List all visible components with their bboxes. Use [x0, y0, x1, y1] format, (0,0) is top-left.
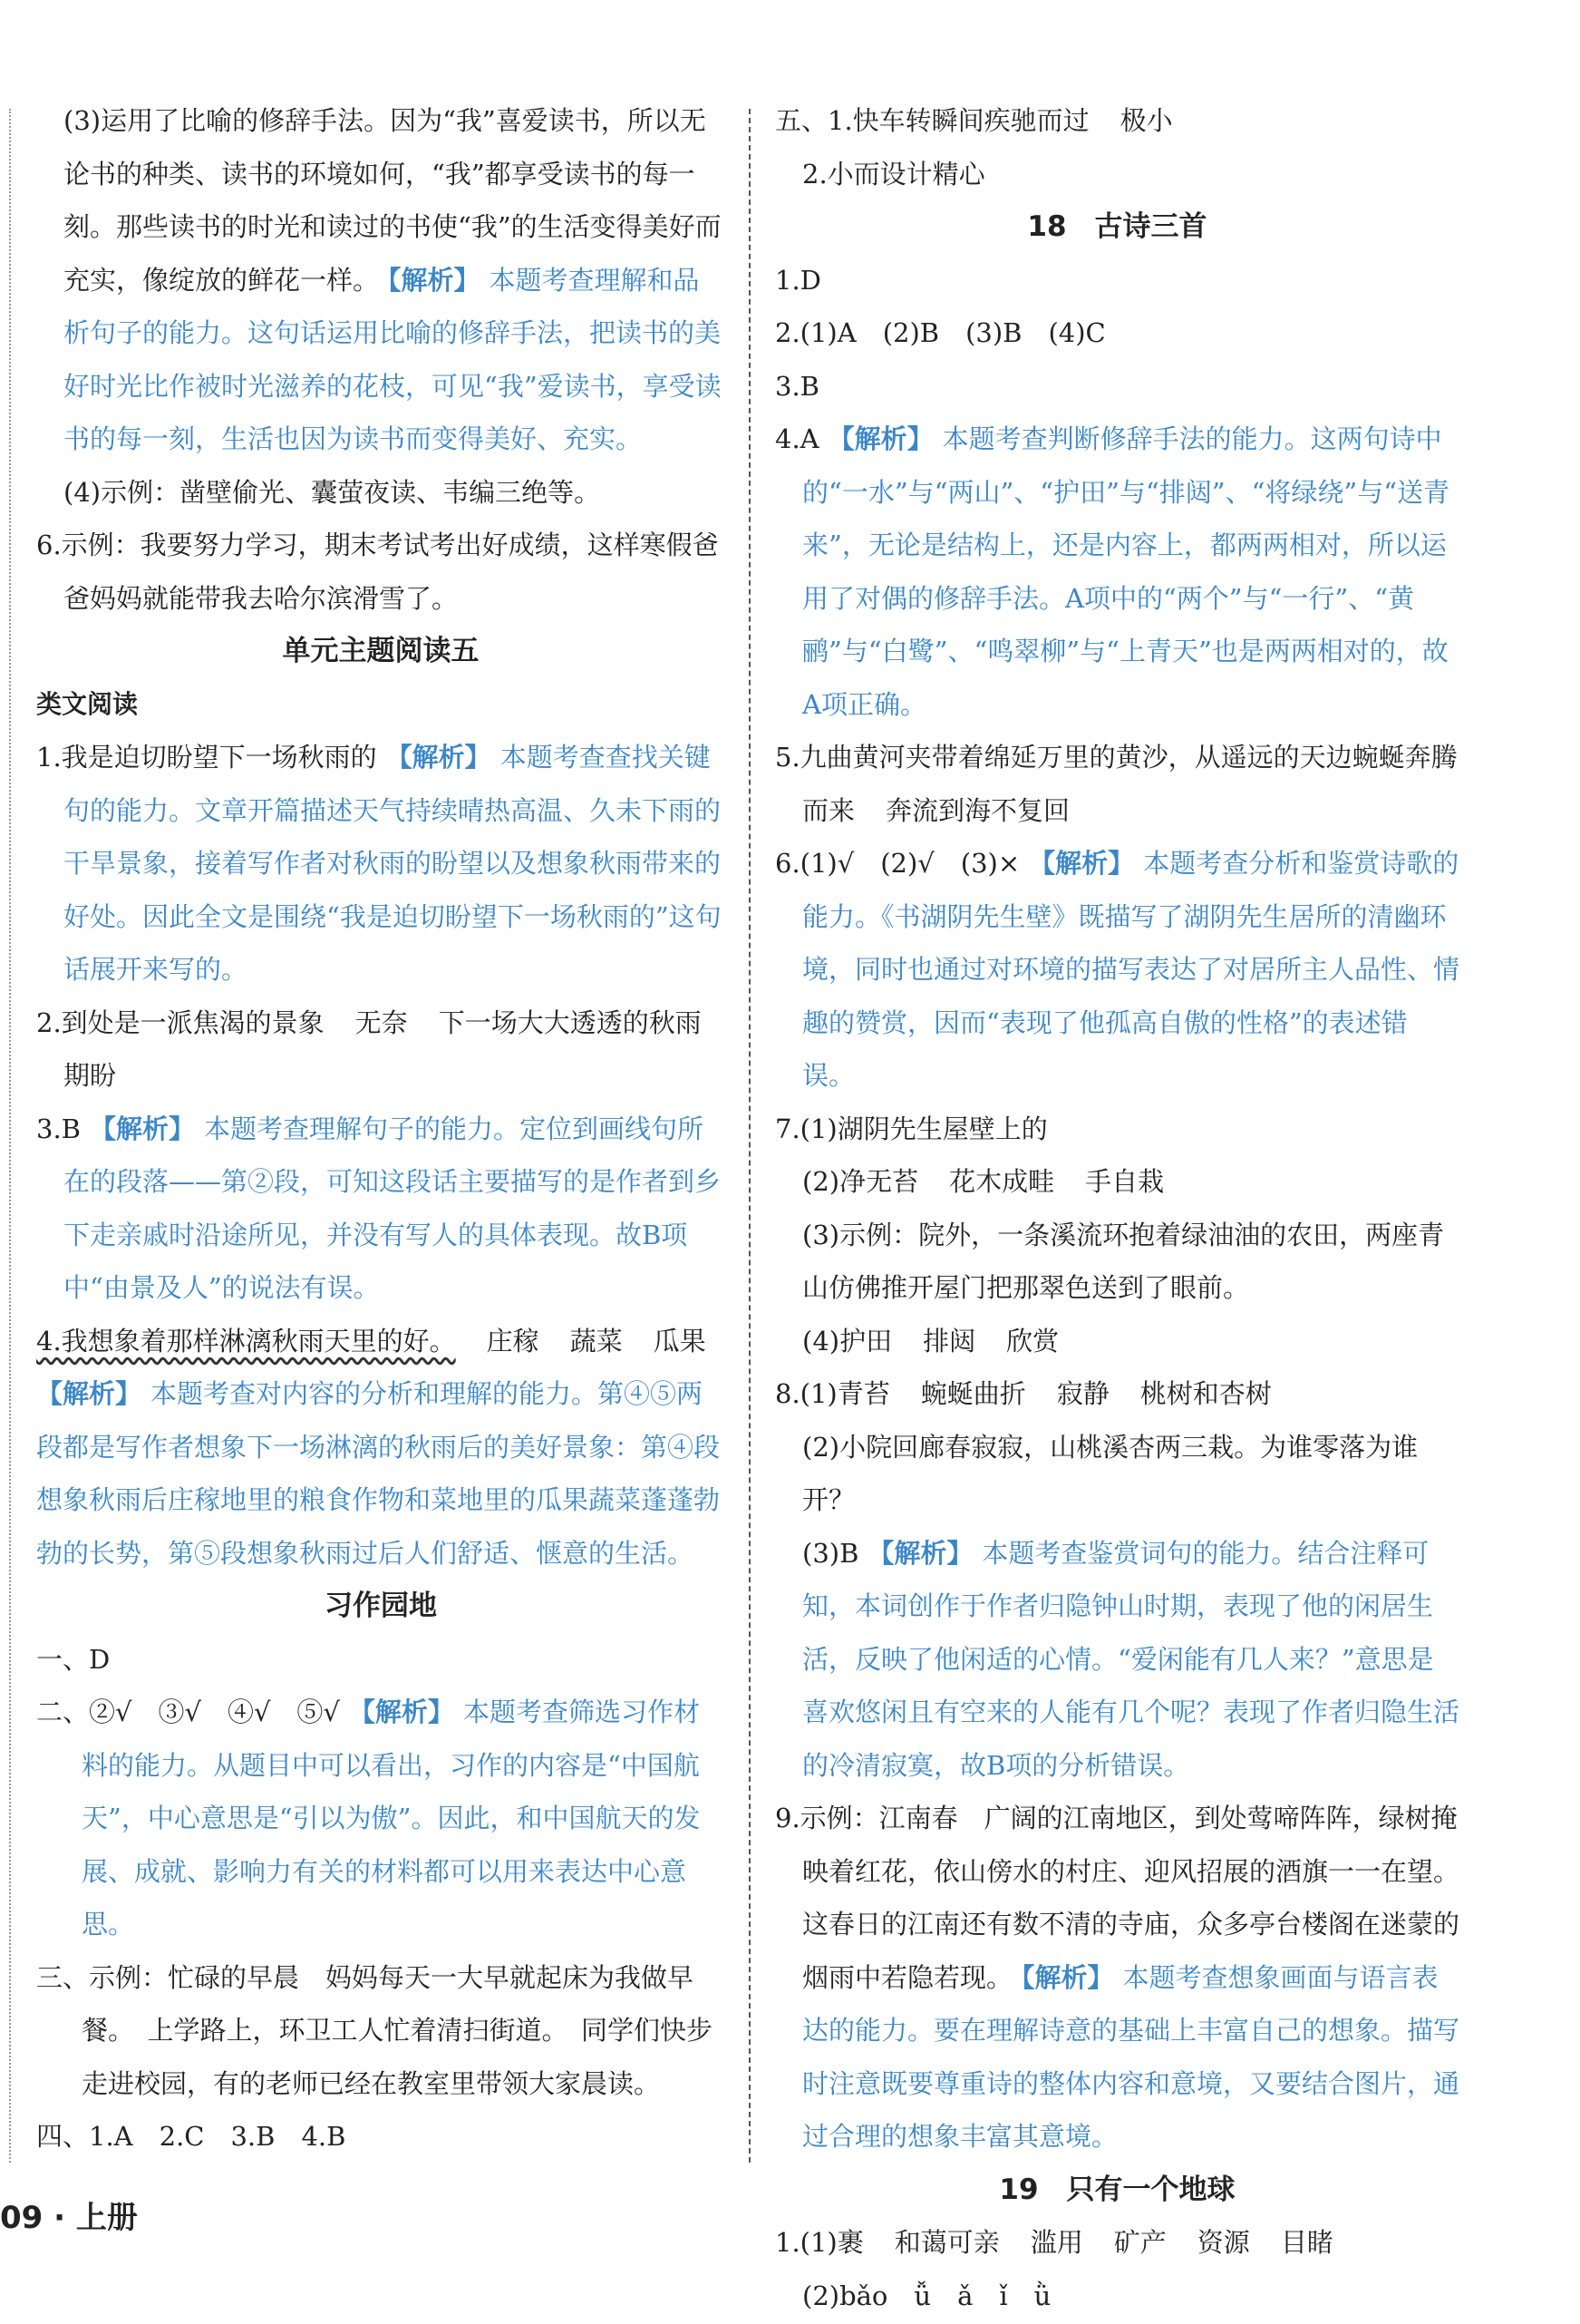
earth-answer-1-2: (2)bǎo ǚ ǎ ǐ ǜ: [802, 2280, 1052, 2311]
writing-answer-1: 一、D: [36, 1643, 111, 1675]
column-divider: [749, 109, 751, 2163]
reading-answer-2: 2.到处是一派焦渴的景象 无奈 下一场大大透透的秋雨 期盼: [36, 1006, 702, 1091]
answer-5-3: (3)运用了比喻的修辞手法。因为“我”喜爱读书，所以无论书的种类、读书的环境如何，“我”都享受读书的每一刻。那些读书的时光和读过的书使“我”的生活变得美好而充实，像绽放的鲜花一样。 【解析】 本题考查理解和品析句子的能力。这句话运用比喻的修辞手法，把读书的美好时光比作被时光滋养的花枝，可见“我”爱读书，享受读书的每一刻，生活也因为读书而变得美好、充实。: [63, 105, 722, 454]
section-title-poems: 18 古诗三首: [1027, 210, 1207, 243]
left-margin-rule: [9, 109, 11, 2163]
poem-answer-6: 6.(1)√ (2)√ (3)× 【解析】 本题考查分析和鉴赏诗歌的能力。《书湖阴先生壁》既描写了湖阴先生居所的清幽环境，同时也通过对环境的描写表达了对居所主人品性、情趣的赞赏，因而“表现了他孤高自傲的性格”的表述错误。: [775, 848, 1460, 1091]
section-title-reading: 单元主题阅读五: [282, 635, 480, 667]
poem-answer-7-3: (3)示例：院外，一条溪流环抱着绿油油的农田，两座青山仿佛推开屋门把那翠色送到了眼前。: [802, 1219, 1445, 1303]
reading-answer-3: 3.B 【解析】 本题考查理解句子的能力。定位到画线句所在的段落——第②段，可知这段话主要描写的是作者到乡下走亲戚时沿途所见，并没有写人的具体表现。故B项中“由景及人”的说法有误。: [36, 1113, 722, 1303]
poem-answer-1: 1.D: [775, 264, 821, 296]
answer-5-4: (4)示例：凿壁偷光、囊萤夜读、韦编三绝等。: [63, 476, 601, 508]
poem-answer-7-4: (4)护田 排闼 欣赏: [802, 1325, 1060, 1356]
poem-answer-4: 4.A 【解析】 本题考查判断修辞手法的能力。这两句诗中的“一水”与“两山”、“护田”与“排闼”、“将绿绕”与“送青来”，无论是结构上，还是内容上，都两两相对，所以运用了对偶的修辞手法。A项中的“两个”与“一行”、“黄鹂”与“白鹭”、“鸣翠柳”与“上青天”也是两两相对的，故A项正确。: [775, 423, 1450, 720]
reading-answer-4: 4.我想象着那样淋漓秋雨天里的好。 庄稼 蔬菜 瓜果 【解析】 本题考查对内容的分析和理解的能力。第④⑤两段都是写作者想象下一场淋漓的秋雨后的美好景象：第④段想象秋雨后庄稼地里的粮食作物和菜地里的瓜果蔬菜蓬蓬勃勃的长势，第⑤段想象秋雨过后人们舒适、惬意的生活。: [36, 1325, 721, 1569]
poem-answer-8-3: (3)B 【解析】 本题考查鉴赏词句的能力。结合注释可知，本词创作于作者归隐钟山时期，表现了他的闲居生活，反映了他闲适的心情。“爱闲能有几人来？”意思是喜欢悠闲且有空来的人能有几个呢？表现了作者归隐生活的冷清寂寞，故B项的分析错误。: [802, 1537, 1460, 1781]
writing-answer-4: 四、1.A 2.C 3.B 4.B: [36, 2121, 346, 2152]
writing-answer-3: 三、示例：忙碌的早晨 妈妈每天一大早就起床为我做早餐。 上学路上，环卫工人忙着清扫街道。 同学们快步走进校园，有的老师已经在教室里带领大家晨读。: [36, 1961, 713, 2099]
poem-answer-5: 5.九曲黄河夹带着绵延万里的黄沙，从遥远的天边蜿蜒奔腾而来 奔流到海不复回: [775, 742, 1458, 826]
writing-answer-5-2: 2.小而设计精心: [802, 158, 985, 190]
writing-answer-2: 二、②√ ③√ ④√ ⑤√ 【解析】 本题考查筛选习作材料的能力。从题目中可以看出，习作的内容是“中国航天”，中心意思是“引以为傲”。因此，和中国航天的发展、成就、影响力有关的材料都可以用来表达中心意思。: [36, 1697, 701, 1940]
section-title-earth: 19 只有一个地球: [999, 2173, 1236, 2206]
earth-answer-1-1: 1.(1)裹 和蔼可亲 滥用 矿产 资源 目睹: [775, 2227, 1333, 2258]
reading-answer-1: 1.我是迫切盼望下一场秋雨的 【解析】 本题考查查找关键句的能力。文章开篇描述天气持续晴热高温、久未下雨的干旱景象，接着写作者对秋雨的盼望以及想象秋雨带来的好处。因此全文是围绕“我是迫切盼望下一场秋雨的”这句话展开来写的。: [36, 742, 722, 985]
poem-answer-9: 9.示例：江南春 广阔的江南地区，到处莺啼阵阵，绿树掩映着红花，依山傍水的村庄、迎风招展的酒旗一一在望。这春日的江南还有数不清的寺庙，众多亭台楼阁在迷蒙的烟雨中若隐若现。 【解析】 本题考查想象画面与语言表达的能力。要在理解诗意的基础上丰富自己的想象。描写时注意既要尊重诗的整体内容和意境，又要结合图片，通过合理的想象丰富其意境。: [775, 1803, 1460, 2152]
right-column: [775, 94, 1459, 2322]
poem-answer-2: 2.(1)A (2)B (3)B (4)C: [775, 317, 1106, 348]
subsection-title: 类文阅读: [36, 688, 139, 719]
page-number: 09 · 上册: [0, 2200, 138, 2236]
poem-answer-7-1: 7.(1)湖阴先生屋壁上的: [775, 1113, 1048, 1144]
poem-answer-3: 3.B: [775, 370, 819, 402]
poem-answer-8-2: (2)小院回廊春寂寂，山桃溪杏两三栽。为谁零落为谁开？: [802, 1431, 1419, 1515]
section-title-writing: 习作园地: [325, 1590, 437, 1622]
writing-answer-5-1: 五、1.快车转瞬间疾驰而过 极小: [775, 105, 1173, 136]
left-column: [36, 94, 725, 2164]
answer-6: 6.示例：我要努力学习，期末考试考出好成绩，这样寒假爸爸妈妈就能带我去哈尔滨滑雪了。: [36, 530, 719, 614]
poem-answer-8-1: 8.(1)青苔 蜿蜒曲折 寂静 桃树和杏树: [775, 1378, 1272, 1409]
poem-answer-7-2: (2)净无苔 花木成畦 手自栽: [802, 1166, 1165, 1197]
